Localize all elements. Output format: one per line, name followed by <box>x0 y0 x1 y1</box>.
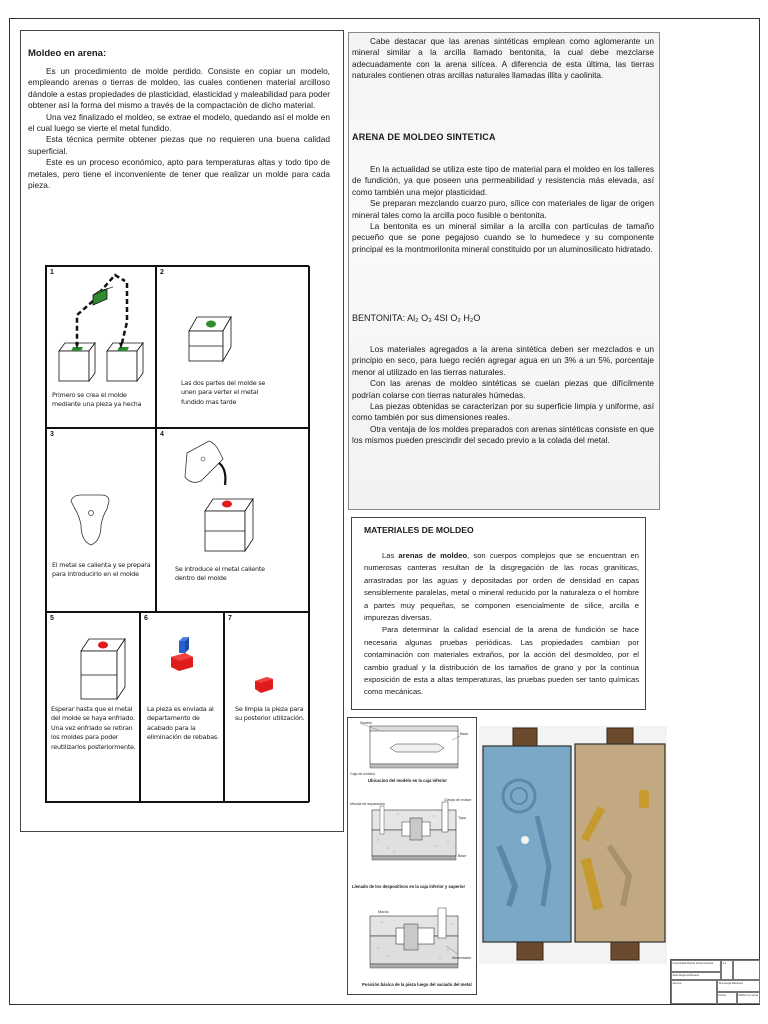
diagram-label: Modelo <box>360 721 372 725</box>
diagram-label: Base <box>460 732 469 736</box>
step-number: 4 <box>160 431 164 438</box>
step-caption: Se limpia la pieza para su posterior utilización. <box>235 705 305 723</box>
step-cell-5 <box>46 612 140 802</box>
title-cell: 1:1 <box>721 960 733 980</box>
sintetica-text-2 <box>352 344 654 447</box>
mold-section-diagram <box>347 717 477 995</box>
paragraph: Para determinar la calidad esencial de la arena de fundición se hace necesaria algunas pruebas periódicas. Las propiedades cambian por contaminación con materiales extraños, por la acción del desmoldeo, por el cambio gradual y la distribución de los tamaños de grano y por la continua exposición de esta a altas temperaturas, las pruebas pueden ser tanto químicas como mecánicas. <box>364 625 639 697</box>
step-cell-3 <box>46 428 156 612</box>
diagram-label: Mezcla de separación <box>350 802 385 806</box>
step-cell-7 <box>224 612 310 802</box>
step-cell-1 <box>46 266 156 428</box>
diagram-drawing <box>348 718 476 994</box>
step-number: 6 <box>144 615 148 622</box>
paragraph: Es un procedimiento de molde perdido. Consiste en copiar un modelo, empleando arenas o tierras de moldeo, las cuales contienen material arcilloso dándole a estas propiedades de plasticidad, elasticidad y maleabilidad para poder obtener así la forma del mismo a través de la compactación de dicho material. <box>28 66 330 111</box>
paragraph: Cabe destacar que las arenas sintéticas emplean como aglomerante un mineral similar a la arcilla llamado bentonita, la cual debe mezclarse adecuadamente con la arena silícea. A diferencia de esta última, las tierras naturales contienen otras arcillas naturales llamadas illita y caolinita. <box>352 36 654 81</box>
paragraph: Una vez finalizado el moldeo, se extrae el modelo, quedando así el molde en el cual luego se vierte el metal fundido. <box>28 111 330 134</box>
title-cell: Alumno <box>671 980 717 1004</box>
diagram-caption: Llenado de los despositivos en la caja inferior y superior <box>352 884 466 889</box>
step-5-illustration <box>47 613 139 703</box>
diagram-label: Tapa <box>458 816 466 820</box>
step-number: 3 <box>50 431 54 438</box>
diagram-label: Base <box>458 854 467 858</box>
diagram-caption: Ubicacion del modelo en la caja inferior <box>368 778 447 783</box>
paragraph: Con las arenas de moldeo sintéticas se cuelan piezas que difícilmente podrían colarse con tierras naturales húmedas. <box>352 378 654 400</box>
mold-photo-drawing <box>479 726 667 964</box>
step-caption: Esperar hasta que el metal del molde se haya enfriado. Una vez enfriado se retiran los moldes para poder reutilizarlos posteriormente. <box>51 705 136 751</box>
step-number: 7 <box>228 615 232 622</box>
bentonita-formula: BENTONITA: Al₂ O₃ 4SI O₂ H₂O <box>352 313 481 323</box>
moldeo-title: Moldeo en arena: <box>28 48 107 59</box>
paragraph: Se preparan mezclando cuarzo puro, sílice con materiales de ligar de origen mineral tales como la arcilla poco fusible o bentonita. <box>352 198 654 220</box>
title-cell: Sede Regional Rosario <box>671 972 721 980</box>
diagram-label: Alimentador <box>452 956 472 960</box>
step-caption: La pieza es enviada al departamento de acabado para la eliminación de rebabas. <box>147 705 219 742</box>
mold-halves-photo <box>479 726 667 964</box>
step-number: 2 <box>160 269 164 276</box>
sintetica-text <box>352 164 654 255</box>
paragraph: Esta técnica permite obtener piezas que no requieren una buena calidad superficial. <box>28 134 330 156</box>
step-1-illustration <box>47 267 155 397</box>
materiales-text <box>364 550 639 699</box>
title-cell: Universidad Abierta Interamericana <box>671 960 721 972</box>
diagram-label: Caja de moldeo <box>350 772 376 776</box>
step-caption: Se introduce el metal caliente dentro del molde <box>175 565 265 583</box>
title-cell <box>733 960 760 980</box>
step-2-illustration <box>157 267 307 377</box>
paragraph: La bentonita es un mineral similar a la arcilla con partículas de tamaño pecueño que se pone pegajoso cuando se lo humedece y su componente principal es la montmorilonita mineral constituido por un aluminosilicato hidratado. <box>352 221 654 254</box>
step-number: 5 <box>50 615 54 622</box>
process-steps-grid <box>45 265 309 803</box>
step-6-illustration <box>141 613 223 693</box>
diagram-caption: Posición básica de la pieza luego del vaciado del metal <box>362 982 472 987</box>
step-caption: El metal se calienta y se prepara para introducirlo en el molde <box>52 561 151 579</box>
title-cell: Fecha <box>717 992 737 1004</box>
diagram-label: Macho <box>378 910 389 914</box>
paragraph: Las arenas de moldeo, son cuerpos complejos que se encuentran en numerosas canteras resultan de la disgregación de las rocas graníticas, arrastradas por las aguas y depositadas por orden de densidad en capas sensiblemente paralelas, metal o mineral reducido por la naturaleza o el hombre a partes muy pequeñas, se componen esencialmente de sílice, arcilla e impurezas diversas. <box>364 551 639 623</box>
paragraph: En la actualidad se utiliza este tipo de material para el moldeo en los talleres de fundición, ya que poseen una permeabilidad y resistencia más elevada, así como también una mejor plasticidad. <box>352 164 654 197</box>
step-cell-4 <box>156 428 310 612</box>
paragraph: Otra ventaja de los moldes preparados con arenas sintéticas consiste en que los mismos pueden prescindir del secado previo a la colada del metal. <box>352 423 654 446</box>
paragraph: Este es un proceso económico, apto para temperaturas altas y todo tipo de metales, pero tiene el inconveniente de tener que realizar un molde para cada pieza. <box>28 157 330 191</box>
step-caption: Primero se crea el molde mediante una pieza ya hecha <box>52 391 142 409</box>
step-cell-2 <box>156 266 310 428</box>
intro-text <box>352 36 654 82</box>
title-block <box>670 959 760 1004</box>
section-heading: MATERIALES DE MOLDEO <box>364 525 474 535</box>
moldeo-text <box>28 66 330 191</box>
title-cell: Moldeo en arena <box>737 992 760 1004</box>
step-number: 1 <box>50 269 54 276</box>
paragraph: Las piezas obtenidas se caracterizan por su superficie limpia y uniforme, así como también por sus dimensiones reales. <box>352 401 654 423</box>
diagram-label: Clavija de enlace <box>444 798 472 802</box>
paragraph: Los materiales agregados a la arena sintética deben ser mezclados e un principio en seco, para luego recién agregar agua en un 3% a un 5%, porcentaje menor al utilizado en las tierras naturales. <box>352 344 654 377</box>
section-heading: ARENA DE MOLDEO SINTETICA <box>352 132 496 142</box>
step-caption: Las dos partes del molde se unen para verter el metal fundido mas tarde <box>181 379 266 406</box>
step-4-illustration <box>157 429 307 569</box>
step-3-illustration <box>47 429 155 549</box>
step-cell-6 <box>140 612 224 802</box>
step-7-illustration <box>225 613 309 693</box>
title-cell: Tecnología Mecánica <box>717 980 760 992</box>
bold-term: arenas de moldeo <box>398 551 468 560</box>
